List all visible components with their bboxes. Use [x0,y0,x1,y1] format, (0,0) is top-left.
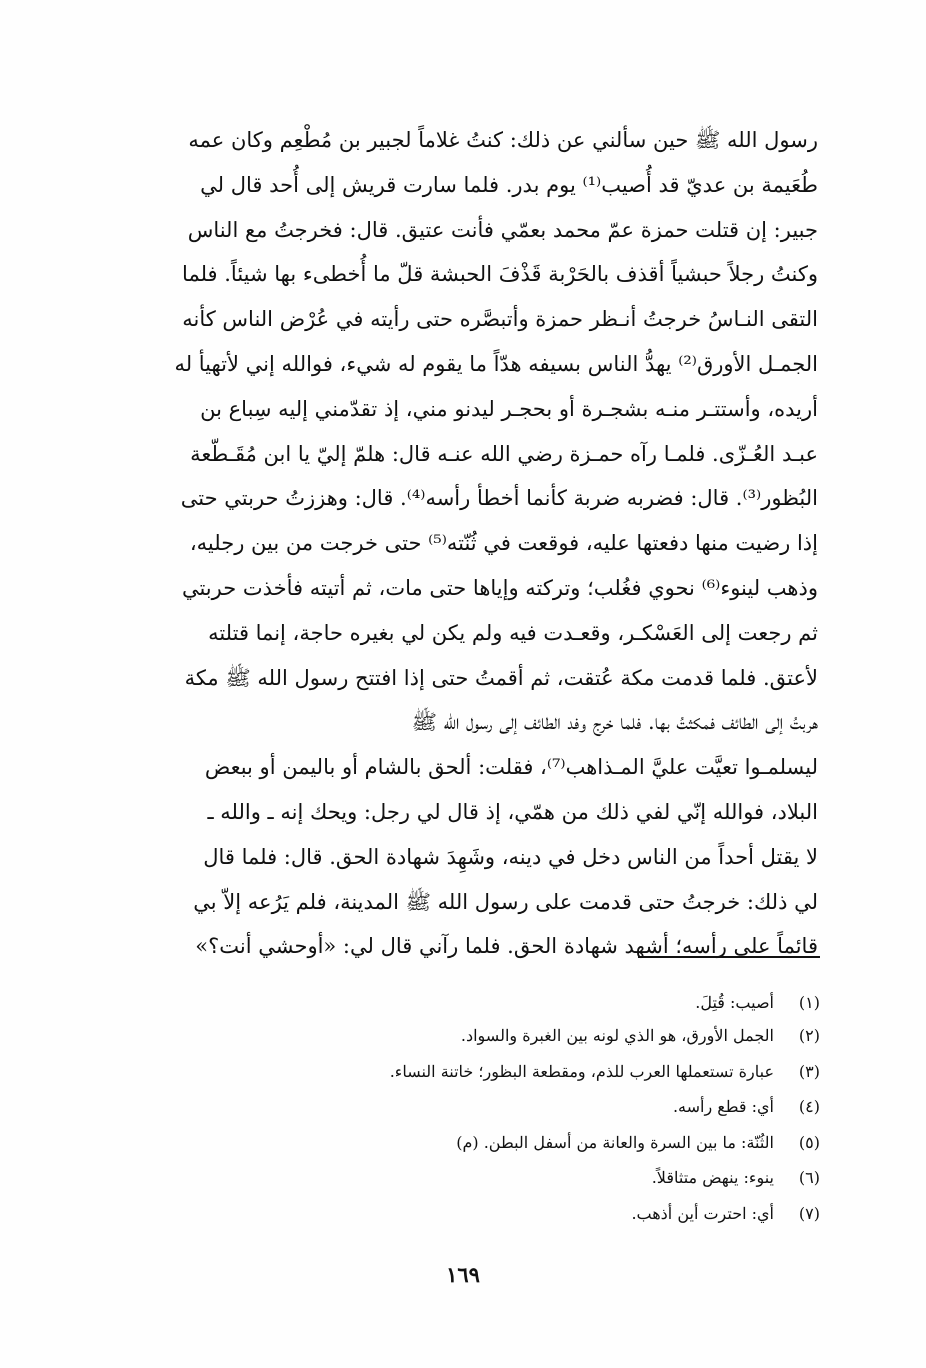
body-line: إذا رضيت منها دفعتها عليه، فوقعت في ثُنّته⁽⁵⁾ حتى خرجت من بين رجليه، [189,531,818,556]
body-line: طُعَيمة بن عديّ قد أُصيب⁽¹⁾ يوم بدر. فلما سارت قريش إلى أُحد قال لي [200,172,818,197]
footnote [260,1204,820,1240]
footnote-text: أي: قطع رأسه. [672,1097,774,1116]
footnote-number: (٦) [798,1168,820,1187]
body-line: وذهب لينوء⁽⁶⁾ نحوي فغُلب؛ وتركته وإياها حتى مات، ثم أتيته فأخذت حربتي [181,575,818,600]
body-line: لا يقتل أحداً من الناس دخل في دينه، وشَهِدَ شهادة الحق. قال: فلما قال [203,844,818,869]
body-line: وكنتُ رجلاً حبشياً أقذف بالحَرْبة قَذْفَ الحبشة قلّ ما أُخطىء بها شيئاً. فلما [182,262,818,287]
footnote [260,1062,820,1098]
footnote-number: (٥) [798,1132,820,1152]
footnote-number: (٢) [798,1026,820,1045]
body-line: لأعتق. فلما قدمت مكة عُتقت، ثم أقمتُ حتى إذا افتتح رسول الله ﷺ مكة [184,665,818,690]
body-line: لي ذلك: خرجتُ حتى قدمت على رسول الله ﷺ المدينة، فلم يَرُعه إلاّ بي [193,889,818,914]
body-text [132,118,818,969]
body-line: جبير: إن قتلت حمزة عمّ محمد بعمّي فأنت عتيق. قال: فخرجتُ مع الناس [187,217,818,242]
page-number: ١٦٩ [446,1262,480,1287]
body-line: هربتُ إلى الطائف فمكثتُ بها. فلما خرج وفد الطائف إلى رسول الله ﷺ [411,710,818,735]
footnote-number: (٣) [798,1061,820,1081]
footnote-text: الجمل الأورق، هو الذي لونه بين الغبرة والسواد. [460,1026,774,1045]
footnote [260,978,820,1026]
body-line: البُظور⁽³⁾. قال: فضربه ضربة كأنما أخطأ رأسه⁽⁴⁾. قال: وهززتُ حربتي حتى [180,486,818,511]
footnote-text: أصيب: قُتِلَ. [695,992,774,1012]
body-line: رسول الله ﷺ حين سألني عن ذلك: كنتُ غلاماً لجبير بن مُطْعِم وكان عمه [188,128,818,152]
footnote [260,1168,820,1204]
footnote-text: عبارة تستعملها العرب للذم، ومقطعة البظور؛ خاتنة النساء. [389,1061,774,1081]
footnote-separator [638,956,820,958]
body-line: عبـد العُـزّى. فلمـا رآه حمـزة رضي الله عنـه قال: هلمّ إليّ يا ابن مُقَـطّعة [190,441,818,466]
footnote [260,1026,820,1062]
body-line: ثم رجعت إلى العَسْكـر، وقعـدت فيه ولم يكن لي بغيره حاجة، إنما قتلته [208,620,818,645]
footnote-text: ينوء: ينهض متثاقلاً. [651,1168,774,1187]
footnote [260,1133,820,1169]
body-line: قائماً على رأسه؛ أشهد شهادة الحق. فلما رآني قال لي: «أوحشي أنت؟» [195,934,818,959]
body-line: أريده، وأستتـر منـه بشجـرة أو بحجـر ليدنو مني، إذ تقدّمني إليه سِباع بن [200,396,818,421]
footnote-number: (١) [798,992,820,1012]
footnote-text: أي: احترت أين أذهب. [631,1203,774,1223]
body-line: الجمـل الأورق⁽²⁾ يهدُّ الناس بسيفه هدّاً ما يقوم له شيء، فوالله إني لأتهيأ له [174,351,818,376]
body-line: ليسلمـوا تعيَّت عليَّ المـذاهب⁽⁷⁾، فقلت: ألحق بالشام أو باليمن أو ببعض [204,755,818,780]
footnote-number: (٤) [798,1097,820,1116]
footnote-number: (٧) [798,1203,820,1223]
body-line: التقى النـاسُ خرجتُ أنـظر حمزة وأتبصَّره حتى رأيته في عُرْض الناس كأنه [182,307,818,332]
footnotes [260,978,820,1239]
footnote-text: الثُنّة: ما بين السرة والعانة من أسفل البطن. (م) [456,1132,774,1152]
footnote [260,1097,820,1133]
body-line: البلاد، فوالله إنّي لفي ذلك من همّي، إذ قال لي رجل: ويحك إنه ـ والله ـ [207,799,818,824]
